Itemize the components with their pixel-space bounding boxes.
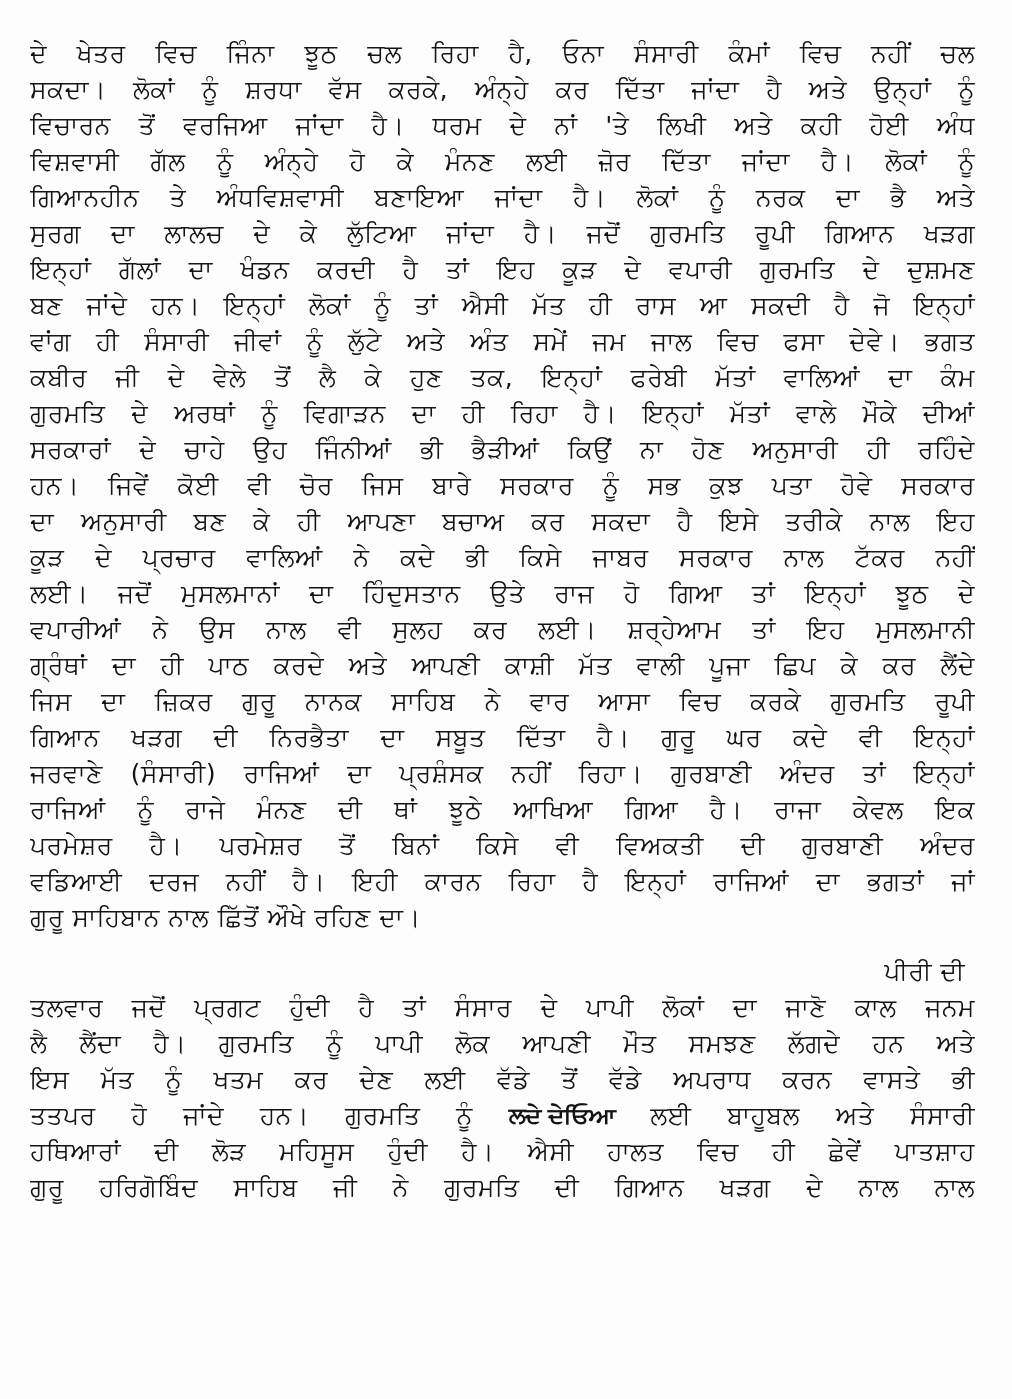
text-line: ਗੁਰੂ ਸਾਹਿਬਾਨ ਨਾਲ ਛਿੱਤੋਂ ਔਖੇ ਰਹਿਣ ਦਾ। (30, 903, 421, 932)
text-line: ਇਸ ਮੱਤ ਨੂੰ ਖਤਮ ਕਰ ਦੇਣ ਲਈ ਵੱਡੇ ਤੋਂ ਵੱਡੇ ਅਪਰਾਧ ਕਰਨ ਵਾਸਤੇ ਭੀ (30, 1065, 975, 1094)
text-line: ਗਿਆਨ ਖੜਗ ਦੀ ਨਿਰਭੈਤਾ ਦਾ ਸਬੂਤ ਦਿੱਤਾ ਹੈ। ਗੁਰੂ ਘਰ ਕਦੇ ਵੀ ਇਨ੍ਹਾਂ (30, 723, 975, 752)
text-line: ਗ੍ਰੰਥਾਂ ਦਾ ਹੀ ਪਾਠ ਕਰਦੇ ਅਤੇ ਆਪਣੀ ਕਾਸ਼ੀ ਮੱਤ ਵਾਲੀ ਪੂਜਾ ਛਿਪ ਕੇ ਕਰ ਲੈਂਦੇ (30, 651, 975, 680)
text-line: ਲੈ ਲੈਂਦਾ ਹੈ। ਗੁਰਮਤਿ ਨੂੰ ਪਾਪੀ ਲੋਕ ਆਪਣੀ ਮੌਤ ਸਮਝਣ ਲੱਗਦੇ ਹਨ ਅਤੇ (30, 1029, 975, 1058)
body-text (30, 36, 975, 1206)
text-line: ਸਕਦਾ। ਲੋਕਾਂ ਨੂੰ ਸ਼ਰਧਾ ਵੱਸ ਕਰਕੇ, ਅੰਨ੍ਹੇ ਕਰ ਦਿੱਤਾ ਜਾਂਦਾ ਹੈ ਅਤੇ ਉਨ੍ਹਾਂ ਨੂੰ (30, 75, 975, 104)
text-segment: ਲਈ ਬਾਹੂਬਲ ਅਤੇ ਸੰਸਾਰੀ (650, 1101, 975, 1130)
smudged-text: ਲਦੇ ਦੇਓਿਆ (508, 1103, 615, 1128)
text-line: ਗਿਆਨਹੀਨ ਤੇ ਅੰਧਵਿਸ਼ਵਾਸੀ ਬਣਾਇਆ ਜਾਂਦਾ ਹੈ। ਲੋਕਾਂ ਨੂੰ ਨਰਕ ਦਾ ਭੈ ਅਤੇ (30, 183, 975, 212)
text-line: ਵਿਚਾਰਨ ਤੋਂ ਵਰਜਿਆ ਜਾਂਦਾ ਹੈ। ਧਰਮ ਦੇ ਨਾਂ 'ਤੇ ਲਿਖੀ ਅਤੇ ਕਹੀ ਹੋਈ ਅੰਧ (30, 111, 975, 140)
text-segment: ਤਤਪਰ ਹੋ ਜਾਂਦੇ ਹਨ। ਗੁਰਮਤਿ ਨੂੰ (30, 1101, 473, 1130)
text-line: ਦੇ ਖੇਤਰ ਵਿਚ ਜਿੰਨਾ ਝੂਠ ਚਲ ਰਿਹਾ ਹੈ, ਓਨਾ ਸੰਸਾਰੀ ਕੰਮਾਂ ਵਿਚ ਨਹੀਂ ਚਲ (30, 39, 975, 68)
paragraph-1 (30, 36, 975, 936)
paragraph-2 (30, 954, 975, 1206)
text-line: ਤਲਵਾਰ ਜਦੋਂ ਪ੍ਰਗਟ ਹੁੰਦੀ ਹੈ ਤਾਂ ਸੰਸਾਰ ਦੇ ਪਾਪੀ ਲੋਕਾਂ ਦਾ ਜਾਣੋ ਕਾਲ ਜਨਮ (30, 993, 975, 1022)
text-line: ਪਰਮੇਸ਼ਰ ਹੈ। ਪਰਮੇਸ਼ਰ ਤੋਂ ਬਿਨਾਂ ਕਿਸੇ ਵੀ ਵਿਅਕਤੀ ਦੀ ਗੁਰਬਾਣੀ ਅੰਦਰ (30, 831, 975, 860)
text-line: ਵਾਂਗ ਹੀ ਸੰਸਾਰੀ ਜੀਵਾਂ ਨੂੰ ਲੁੱਟੇ ਅਤੇ ਅੰਤ ਸਮੇਂ ਜਮ ਜਾਲ ਵਿਚ ਫਸਾ ਦੇਵੇ। ਭਗਤ (30, 327, 975, 356)
paragraph-gap (30, 936, 975, 954)
text-line: ਸਰਕਾਰਾਂ ਦੇ ਚਾਹੇ ਉਹ ਜਿੰਨੀਆਂ ਭੀ ਭੈੜੀਆਂ ਕਿਉਂ ਨਾ ਹੋਣ ਅਨੁਸਾਰੀ ਹੀ ਰਹਿੰਦੇ (30, 435, 975, 464)
text-line: ਇਨ੍ਹਾਂ ਗੱਲਾਂ ਦਾ ਖੰਡਨ ਕਰਦੀ ਹੈ ਤਾਂ ਇਹ ਕੂੜ ਦੇ ਵਪਾਰੀ ਗੁਰਮਤਿ ਦੇ ਦੁਸ਼ਮਣ (30, 255, 975, 284)
text-line: ਹਨ। ਜਿਵੇਂ ਕੋਈ ਵੀ ਚੋਰ ਜਿਸ ਬਾਰੇ ਸਰਕਾਰ ਨੂੰ ਸਭ ਕੁਝ ਪਤਾ ਹੋਵੇ ਸਰਕਾਰ (30, 471, 975, 500)
text-line: ਰਾਜਿਆਂ ਨੂੰ ਰਾਜੇ ਮੰਨਣ ਦੀ ਥਾਂ ਝੂਠੇ ਆਖਿਆ ਗਿਆ ਹੈ। ਰਾਜਾ ਕੇਵਲ ਇਕ (30, 795, 975, 824)
text-line: ਬਣ ਜਾਂਦੇ ਹਨ। ਇਨ੍ਹਾਂ ਲੋਕਾਂ ਨੂੰ ਤਾਂ ਐਸੀ ਮੱਤ ਹੀ ਰਾਸ ਆ ਸਕਦੀ ਹੈ ਜੋ ਇਨ੍ਹਾਂ (30, 291, 975, 320)
text-line-with-smudge (30, 1098, 975, 1134)
text-line: ਕੂੜ ਦੇ ਪ੍ਰਚਾਰ ਵਾਲਿਆਂ ਨੇ ਕਦੇ ਭੀ ਕਿਸੇ ਜਾਬਰ ਸਰਕਾਰ ਨਾਲ ਟੱਕਰ ਨਹੀਂ (30, 543, 975, 572)
text-line: ਗੁਰਮਤਿ ਦੇ ਅਰਥਾਂ ਨੂੰ ਵਿਗਾੜਨ ਦਾ ਹੀ ਰਿਹਾ ਹੈ। ਇਨ੍ਹਾਂ ਮੱਤਾਂ ਵਾਲੇ ਮੌਕੇ ਦੀਆਂ (30, 399, 975, 428)
paragraph-lead-in: ਪੀਰੀ ਦੀ (884, 957, 965, 986)
text-line: ਹਥਿਆਰਾਂ ਦੀ ਲੋੜ ਮਹਿਸੂਸ ਹੁੰਦੀ ਹੈ। ਐਸੀ ਹਾਲਤ ਵਿਚ ਹੀ ਛੇਵੇਂ ਪਾਤਸ਼ਾਹ (30, 1137, 975, 1166)
text-line: ਵਡਿਆਈ ਦਰਜ ਨਹੀਂ ਹੈ। ਇਹੀ ਕਾਰਨ ਰਿਹਾ ਹੈ ਇਨ੍ਹਾਂ ਰਾਜਿਆਂ ਦਾ ਭਗਤਾਂ ਜਾਂ (30, 867, 975, 896)
text-line: ਵਪਾਰੀਆਂ ਨੇ ਉਸ ਨਾਲ ਵੀ ਸੁਲਹ ਕਰ ਲਈ। ਸ਼ਰ੍ਹੇਆਮ ਤਾਂ ਇਹ ਮੁਸਲਮਾਨੀ (30, 615, 975, 644)
text-line: ਸੁਰਗ ਦਾ ਲਾਲਚ ਦੇ ਕੇ ਲੁੱਟਿਆ ਜਾਂਦਾ ਹੈ। ਜਦੋਂ ਗੁਰਮਤਿ ਰੂਪੀ ਗਿਆਨ ਖੜਗ (30, 219, 975, 248)
text-line: ਜਰਵਾਣੇ (ਸੰਸਾਰੀ) ਰਾਜਿਆਂ ਦਾ ਪ੍ਰਸ਼ੰਸਕ ਨਹੀਂ ਰਿਹਾ। ਗੁਰਬਾਣੀ ਅੰਦਰ ਤਾਂ ਇਨ੍ਹਾਂ (30, 759, 975, 788)
text-line: ਜਿਸ ਦਾ ਜ਼ਿਕਰ ਗੁਰੂ ਨਾਨਕ ਸਾਹਿਬ ਨੇ ਵਾਰ ਆਸਾ ਵਿਚ ਕਰਕੇ ਗੁਰਮਤਿ ਰੂਪੀ (30, 687, 975, 716)
text-line: ਵਿਸ਼ਵਾਸੀ ਗੱਲ ਨੂੰ ਅੰਨ੍ਹੇ ਹੋ ਕੇ ਮੰਨਣ ਲਈ ਜ਼ੋਰ ਦਿੱਤਾ ਜਾਂਦਾ ਹੈ। ਲੋਕਾਂ ਨੂੰ (30, 147, 975, 176)
text-line: ਦਾ ਅਨੁਸਾਰੀ ਬਣ ਕੇ ਹੀ ਆਪਣਾ ਬਚਾਅ ਕਰ ਸਕਦਾ ਹੈ ਇਸੇ ਤਰੀਕੇ ਨਾਲ ਇਹ (30, 507, 975, 536)
text-line: ਗੁਰੂ ਹਰਿਗੋਬਿੰਦ ਸਾਹਿਬ ਜੀ ਨੇ ਗੁਰਮਤਿ ਦੀ ਗਿਆਨ ਖੜਗ ਦੇ ਨਾਲ ਨਾਲ (30, 1173, 975, 1202)
text-line: ਲਈ। ਜਦੋਂ ਮੁਸਲਮਾਨਾਂ ਦਾ ਹਿੰਦੁਸਤਾਨ ਉਤੇ ਰਾਜ ਹੋ ਗਿਆ ਤਾਂ ਇਨ੍ਹਾਂ ਝੂਠ ਦੇ (30, 579, 975, 608)
text-line: ਕਬੀਰ ਜੀ ਦੇ ਵੇਲੇ ਤੋਂ ਲੈ ਕੇ ਹੁਣ ਤਕ, ਇਨ੍ਹਾਂ ਫਰੇਬੀ ਮੱਤਾਂ ਵਾਲਿਆਂ ਦਾ ਕੰਮ (30, 363, 975, 392)
